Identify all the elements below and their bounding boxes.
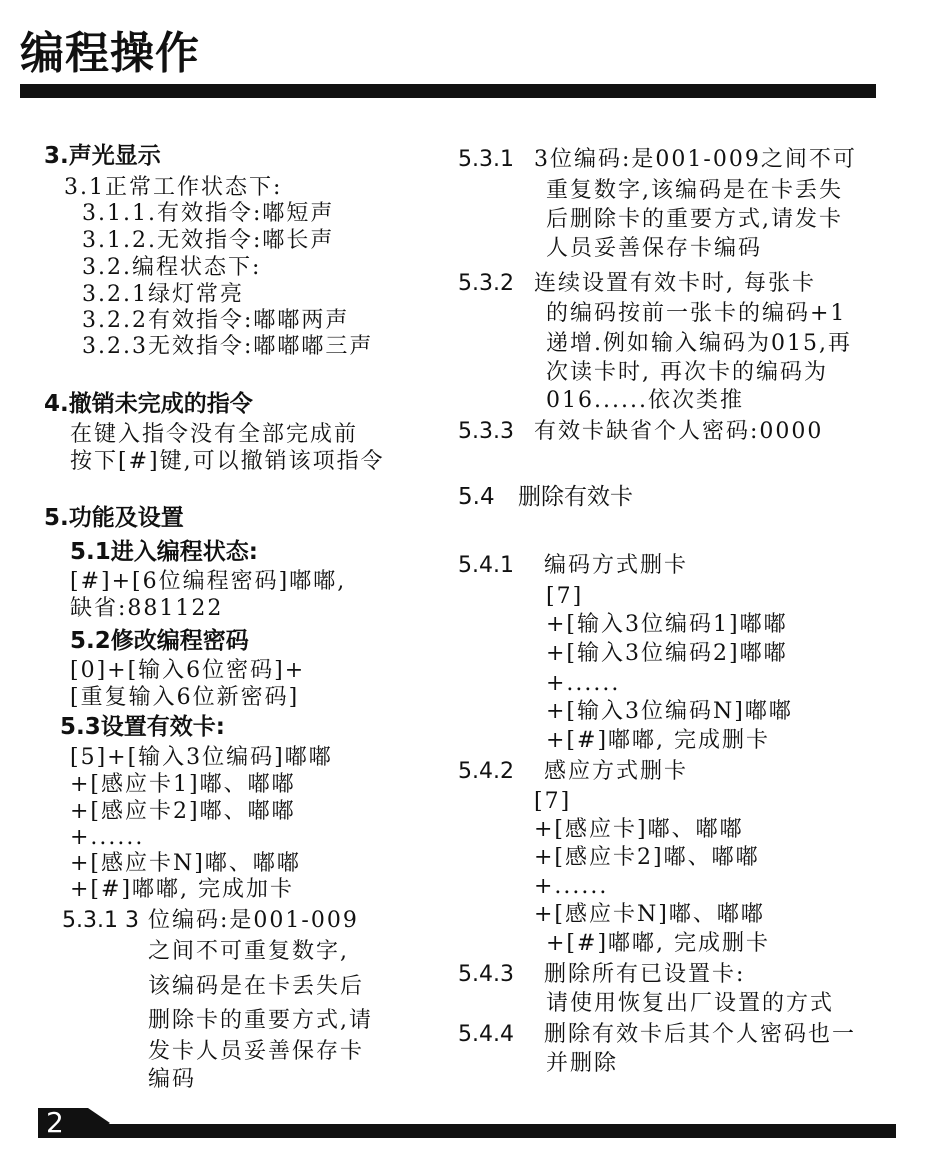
section-5-3-1-line: 位编码:是001-009	[148, 908, 359, 933]
section-5-3-1-line: 删除卡的重要方式,请	[148, 1008, 373, 1033]
section-5-4-title: 删除有效卡	[518, 484, 633, 510]
section-5-3-1-line: 3位编码:是001-009之间不可	[534, 147, 857, 172]
section-5-4-2-number: 5.4.2	[458, 759, 514, 784]
section-5-4-1-line: +[输入3位编码2]嘟嘟	[546, 641, 788, 666]
section-5-3-line: +[感应卡2]嘟、嘟嘟	[70, 799, 296, 824]
section-5-3-1-line: 后删除卡的重要方式,请发卡	[546, 207, 843, 232]
section-3-line: 3.1正常工作状态下:	[64, 175, 283, 200]
section-5-4-2-line: +[感应卡2]嘟、嘟嘟	[534, 845, 760, 870]
section-5-4-1-number: 5.4.1	[458, 553, 514, 578]
section-5-3-line: +[#]嘟嘟, 完成加卡	[70, 877, 295, 902]
section-3-line: 3.1.1.有效指令:嘟短声	[82, 201, 335, 226]
section-5-4-4-number: 5.4.4	[458, 1022, 514, 1047]
footer-rule	[88, 1124, 896, 1138]
section-5-3-2-line: 递增.例如输入编码为015,再	[546, 331, 852, 356]
section-5-1-line: 缺省:881122	[70, 596, 224, 621]
section-5-4-1-line: +......	[546, 671, 621, 696]
section-5-4-3-title: 删除所有已设置卡:	[544, 962, 746, 987]
section-5-1-line: [#]+[6位编程密码]嘟嘟,	[70, 569, 347, 594]
section-5-3-2-line: 的编码按前一张卡的编码+1	[546, 301, 847, 326]
section-5-3-1-line: 人员妥善保存卡编码	[546, 236, 763, 261]
section-5-3-3-line: 有效卡缺省个人密码:0000	[534, 419, 824, 444]
section-5-4-1-line: [7]	[546, 584, 584, 609]
section-5-3-2-number: 5.3.2	[458, 271, 514, 296]
section-5-3-2-line: 016......依次类推	[546, 388, 744, 413]
section-4-title: 4.撤销未完成的指令	[44, 391, 253, 417]
section-4-line: 在键入指令没有全部完成前	[70, 422, 359, 447]
section-3-line: 3.2.编程状态下:	[82, 255, 262, 280]
section-5-3-line: [5]+[输入3位编码]嘟嘟	[70, 745, 333, 770]
section-5-1-title: 5.1进入编程状态:	[70, 539, 258, 565]
section-5-4-4-line: 并删除	[546, 1051, 619, 1076]
section-5-3-1-line: 之间不可重复数字,	[148, 939, 349, 964]
section-5-3-3-number: 5.3.3	[458, 419, 514, 444]
section-5-3-1-line: 编码	[148, 1067, 197, 1092]
section-5-3-1-number: 5.3.1	[458, 147, 514, 172]
section-4-line: 按下[#]键,可以撤销该项指令	[70, 449, 385, 474]
section-5-4-2-line: +[#]嘟嘟, 完成删卡	[546, 931, 771, 956]
section-3-line: 3.2.1绿灯常亮	[82, 282, 244, 307]
section-5-4-2-line: [7]	[534, 789, 572, 814]
section-5-3-title: 5.3设置有效卡:	[60, 714, 225, 740]
section-5-4-3-number: 5.4.3	[458, 962, 514, 987]
section-3-line: 3.2.3无效指令:嘟嘟嘟三声	[82, 334, 374, 359]
section-5-3-line: +[感应卡1]嘟、嘟嘟	[70, 772, 296, 797]
section-5-3-1-line: 发卡人员妥善保存卡	[148, 1039, 365, 1064]
section-5-4-1-line: +[#]嘟嘟, 完成删卡	[546, 728, 771, 753]
section-5-3-2-line: 次读卡时, 再次卡的编码为	[546, 360, 828, 385]
section-5-2-line: [重复输入6位新密码]	[70, 685, 300, 710]
section-5-2-line: [0]+[输入6位密码]+	[70, 658, 306, 683]
section-5-4-2-line: +[感应卡]嘟、嘟嘟	[534, 817, 744, 842]
section-5-4-1-line: +[输入3位编码1]嘟嘟	[546, 612, 788, 637]
section-3-line: 3.2.2有效指令:嘟嘟两声	[82, 308, 350, 333]
section-5-title: 5.功能及设置	[44, 505, 184, 531]
page-number: 2	[38, 1108, 88, 1138]
section-5-4-3-line: 请使用恢复出厂设置的方式	[546, 991, 835, 1016]
section-5-3-2-line: 连续设置有效卡时, 每张卡	[534, 271, 816, 296]
section-5-4-2-line: +......	[534, 874, 609, 899]
section-5-3-1-line: 重复数字,该编码是在卡丢失	[546, 178, 843, 203]
section-5-4-4-line: 删除有效卡后其个人密码也一	[544, 1022, 857, 1047]
section-3-line: 3.1.2.无效指令:嘟长声	[82, 228, 335, 253]
section-5-3-line: +[感应卡N]嘟、嘟嘟	[70, 851, 301, 876]
section-5-4-2-line: +[感应卡N]嘟、嘟嘟	[534, 902, 765, 927]
section-5-4-1-line: +[输入3位编码N]嘟嘟	[546, 699, 793, 724]
section-5-3-line: +......	[70, 825, 145, 850]
section-5-4-number: 5.4	[458, 484, 495, 510]
section-5-4-2-title: 感应方式删卡	[544, 759, 689, 784]
section-5-2-title: 5.2修改编程密码	[70, 628, 249, 654]
header-rule	[20, 84, 876, 98]
section-3-title: 3.声光显示	[44, 143, 161, 169]
page-title: 编程操作	[20, 28, 200, 79]
section-5-3-1-line: 该编码是在卡丢失后	[148, 974, 365, 999]
section-5-4-1-title: 编码方式删卡	[544, 553, 689, 578]
section-5-3-1-number: 5.3.1 3	[62, 908, 139, 933]
